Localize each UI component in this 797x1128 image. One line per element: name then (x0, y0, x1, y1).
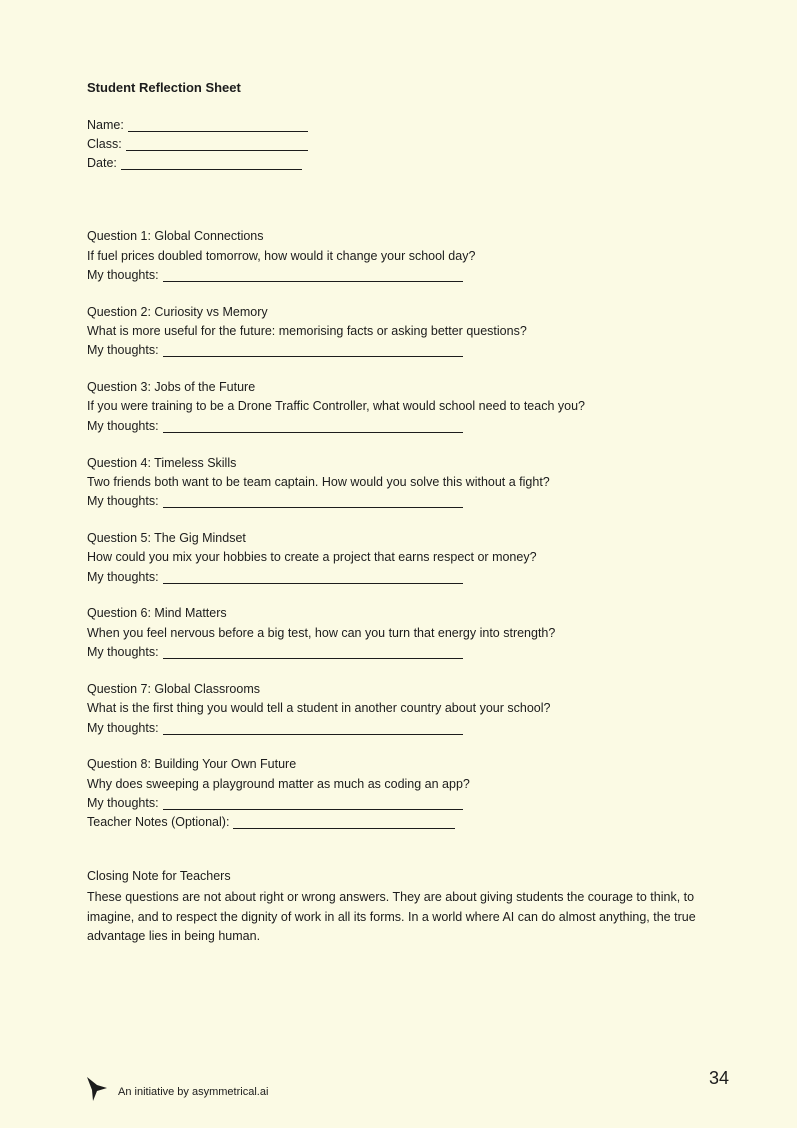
answer-line[interactable] (163, 722, 463, 735)
question-2-title: Question 2: Curiosity vs Memory (87, 305, 268, 319)
question-1-title: Question 1: Global Connections (87, 229, 264, 243)
question-3-text: If you were training to be a Drone Traffic Controller, what would school need to teach you? (87, 399, 585, 413)
answer-line[interactable] (163, 571, 463, 584)
question-7-title: Question 7: Global Classrooms (87, 682, 260, 696)
question-2-text: What is more useful for the future: memorising facts or asking better questions? (87, 324, 527, 338)
answer-line[interactable] (163, 495, 463, 508)
question-2-answer[interactable] (87, 343, 463, 357)
answer-line[interactable] (163, 269, 463, 282)
thoughts-label: My thoughts: (87, 494, 159, 508)
class-line[interactable] (126, 138, 308, 151)
question-6-title: Question 6: Mind Matters (87, 606, 227, 620)
class-field[interactable] (87, 137, 308, 151)
question-4-text: Two friends both want to be team captain. How would you solve this without a fight? (87, 475, 550, 489)
page-title: Student Reflection Sheet (87, 80, 241, 95)
date-line[interactable] (121, 157, 302, 170)
thoughts-label: My thoughts: (87, 645, 159, 659)
question-3-answer[interactable] (87, 419, 463, 433)
closing-body: These questions are not about right or wrong answers. They are about giving students the courage to think, to imagine, and to respect the dignity of work in all its forms. In a world where AI can do almost anything, the true advantage lies in being human. (87, 890, 696, 943)
question-8-title: Question 8: Building Your Own Future (87, 757, 297, 771)
question-1-answer[interactable] (87, 268, 463, 282)
question-4-title: Question 4: Timeless Skills (87, 456, 237, 470)
page-number: 34 (708, 1068, 729, 1088)
answer-line[interactable] (163, 344, 463, 357)
question-7-text: What is the first thing you would tell a student in another country about your school? (87, 701, 551, 715)
answer-line[interactable] (163, 420, 463, 433)
name-line[interactable] (128, 119, 308, 132)
question-5-answer[interactable] (87, 570, 463, 584)
thoughts-label: My thoughts: (87, 796, 159, 810)
bird-logo-icon (86, 1076, 108, 1107)
date-label: Date: (87, 156, 117, 170)
question-6-answer[interactable] (87, 645, 463, 659)
answer-line[interactable] (163, 646, 463, 659)
teacher-notes-label: Teacher Notes (Optional): (87, 815, 230, 829)
footer (86, 1076, 268, 1107)
footer-text: An initiative by asymmetrical.ai (118, 1085, 269, 1098)
thoughts-label: My thoughts: (87, 721, 159, 735)
closing-title: Closing Note for Teachers (87, 869, 231, 883)
question-5-title: Question 5: The Gig Mindset (87, 531, 246, 545)
teacher-notes-line[interactable] (233, 816, 455, 829)
question-6-text: When you feel nervous before a big test, how can you turn that energy into strength? (87, 626, 556, 640)
question-1-text: If fuel prices doubled tomorrow, how would it change your school day? (87, 249, 476, 263)
question-8-text: Why does sweeping a playground matter as much as coding an app? (87, 777, 470, 791)
question-4-answer[interactable] (87, 494, 463, 508)
question-5-text: How could you mix your hobbies to create a project that earns respect or money? (87, 550, 537, 564)
date-field[interactable] (87, 156, 302, 170)
question-8-answer[interactable] (87, 796, 463, 810)
class-label: Class: (87, 137, 122, 151)
question-7-answer[interactable] (87, 721, 463, 735)
question-3-title: Question 3: Jobs of the Future (87, 380, 256, 394)
name-label: Name: (87, 118, 124, 132)
thoughts-label: My thoughts: (87, 268, 159, 282)
teacher-notes-field[interactable] (87, 815, 455, 829)
name-field[interactable] (87, 118, 308, 132)
answer-line[interactable] (163, 797, 463, 810)
thoughts-label: My thoughts: (87, 570, 159, 584)
thoughts-label: My thoughts: (87, 419, 159, 433)
thoughts-label: My thoughts: (87, 343, 159, 357)
